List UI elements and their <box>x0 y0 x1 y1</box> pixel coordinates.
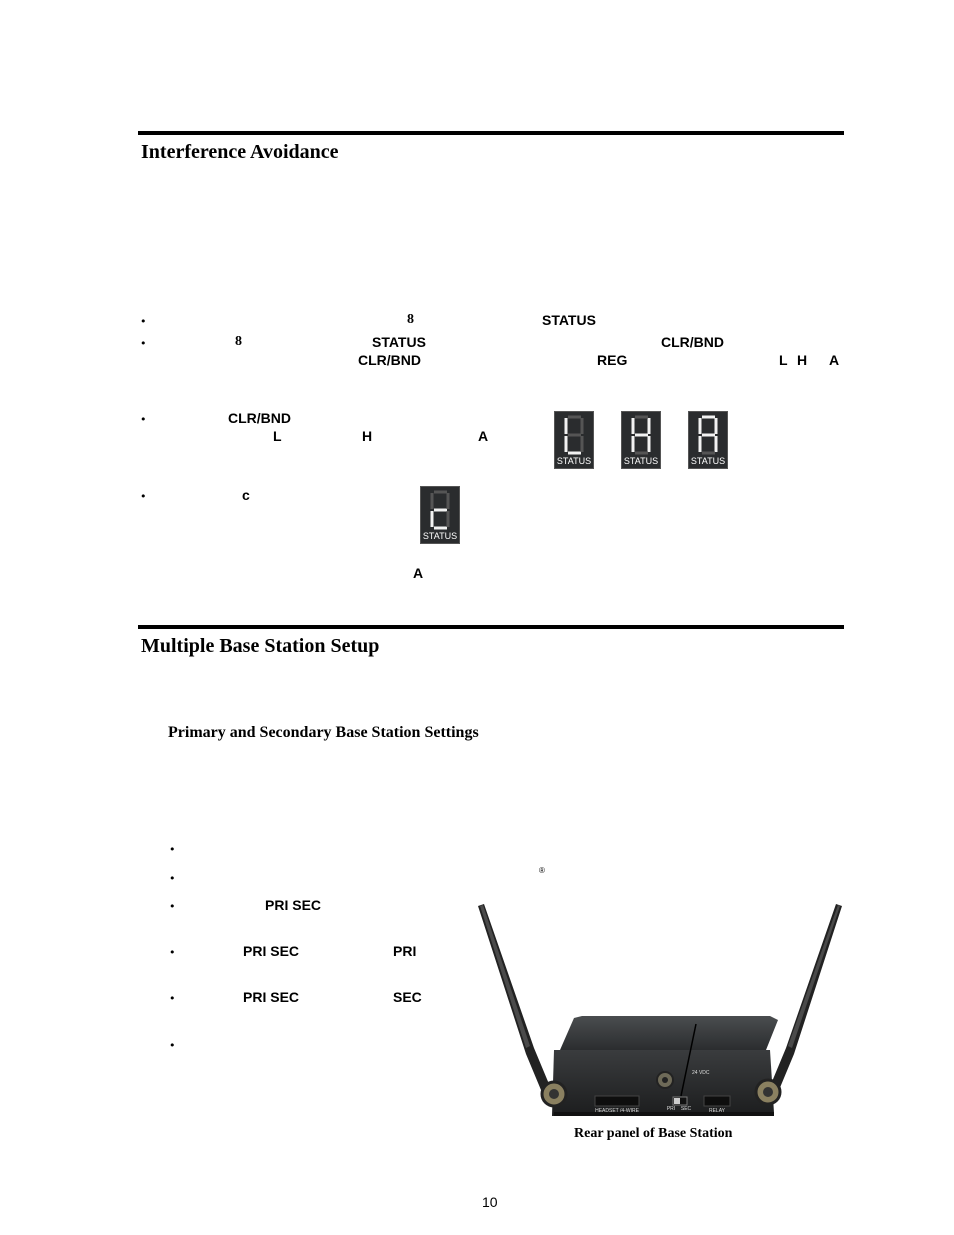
bullet-dot: • <box>169 843 176 856</box>
status-display-a-icon <box>688 411 728 469</box>
bullet-2-l: L <box>779 352 788 368</box>
bullet-dot: • <box>140 413 147 426</box>
svg-text:STATUS: STATUS <box>690 456 726 466</box>
bullet-dot: • <box>140 490 147 503</box>
section-rule-middle <box>138 625 844 629</box>
bullet-pri-sec: PRI SEC <box>265 897 322 913</box>
bullet-dot: • <box>140 315 147 328</box>
bullet-dot: • <box>140 337 147 350</box>
section-rule-top <box>138 131 844 135</box>
bullet-4-c: c <box>242 487 250 503</box>
bullet-pri: PRI <box>393 943 417 959</box>
bullet-2-h: H <box>797 352 808 368</box>
bullet-3-clrbnd: CLR/BND <box>228 410 291 426</box>
bullet-dot: • <box>169 1039 176 1052</box>
registered-mark: ® <box>539 866 545 875</box>
svg-text:24 VDC: 24 VDC <box>692 1070 710 1076</box>
bullet-3-l: L <box>273 428 282 444</box>
bullet-pri-sec-2: PRI SEC <box>243 943 300 959</box>
bullet-3-a: A <box>478 428 489 444</box>
bullet-2-status: STATUS <box>372 334 426 350</box>
bullet-pri-sec-3: PRI SEC <box>243 989 300 1005</box>
svg-text:HEADSET /4-WIRE: HEADSET /4-WIRE <box>595 1108 639 1114</box>
bullet-4-a: A <box>413 565 424 581</box>
bullet-1-status: STATUS <box>542 312 596 328</box>
bullet-dot: • <box>169 992 176 1005</box>
bullet-2-clrbnd: CLR/BND <box>661 334 724 350</box>
bullet-2-a: A <box>829 352 840 368</box>
status-display-c-icon <box>420 486 460 544</box>
svg-text:RELAY: RELAY <box>708 1108 726 1114</box>
subsection-title: Primary and Secondary Base Station Settings <box>168 724 479 741</box>
bullet-1-num: 8 <box>407 312 414 327</box>
base-station-photo <box>474 898 846 1122</box>
photo-caption: Rear panel of Base Station <box>574 1126 733 1141</box>
section-title-interference: Interference Avoidance <box>141 141 339 163</box>
bullet-dot: • <box>169 872 176 885</box>
bullet-2-clrbnd-2: CLR/BND <box>358 352 421 368</box>
page-number: 10 <box>482 1194 498 1210</box>
bullet-sec: SEC <box>393 989 422 1005</box>
svg-text:PRI: PRI <box>666 1106 676 1112</box>
svg-text:SEC: SEC <box>680 1106 692 1112</box>
status-display-h-icon <box>621 411 661 469</box>
svg-text:STATUS: STATUS <box>556 456 592 466</box>
bullet-2-reg: REG <box>597 352 628 368</box>
bullet-2-num: 8 <box>235 334 242 349</box>
section-title-multiple-base: Multiple Base Station Setup <box>141 635 380 657</box>
svg-text:STATUS: STATUS <box>623 456 659 466</box>
bullet-3-h: H <box>362 428 373 444</box>
bullet-dot: • <box>169 900 176 913</box>
box-top <box>560 1016 778 1050</box>
svg-text:STATUS: STATUS <box>422 531 458 541</box>
status-display-l-icon <box>554 411 594 469</box>
bullet-dot: • <box>169 946 176 959</box>
